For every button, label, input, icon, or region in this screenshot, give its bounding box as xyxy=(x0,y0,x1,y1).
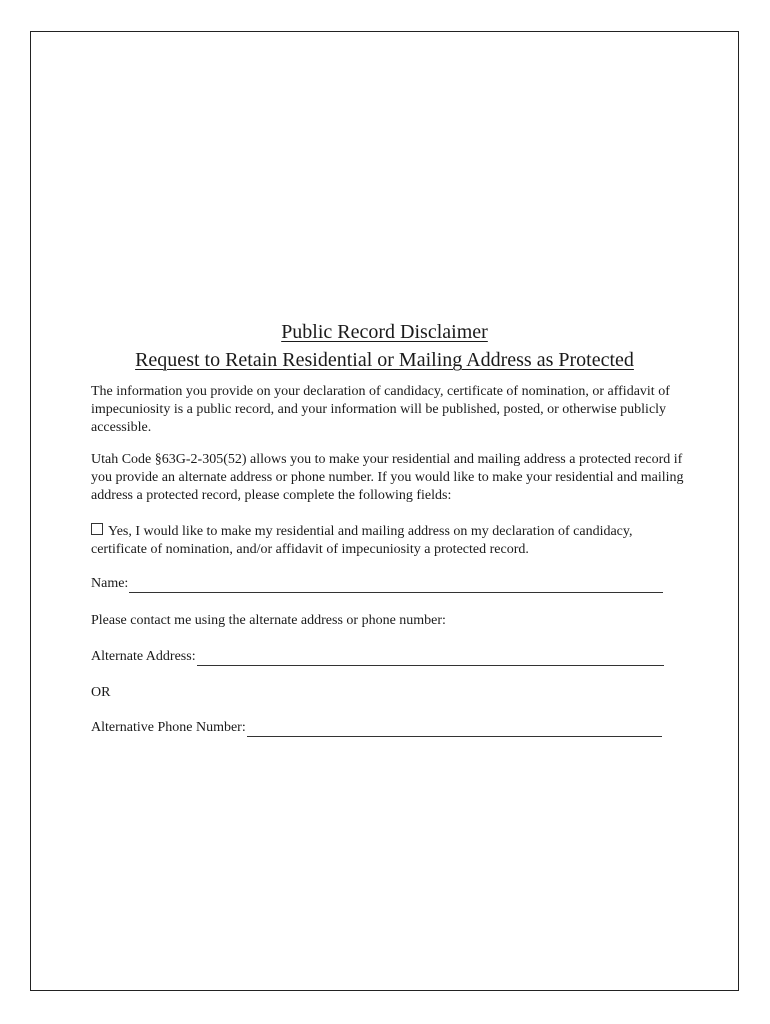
alternative-phone-field[interactable] xyxy=(247,723,662,737)
utah-code-paragraph: Utah Code §63G-2-305(52) allows you to make your residential and mailing address a protected record if you provide an alternate address or phone number. If you would like to make your residential and mailing address a protected record, please complete the following fields: xyxy=(91,452,684,503)
alternate-address-field-row xyxy=(91,648,691,666)
name-field[interactable] xyxy=(129,579,663,593)
name-label: Name: xyxy=(91,576,129,591)
protect-address-option xyxy=(91,523,691,559)
protect-address-checkbox[interactable] xyxy=(91,523,103,535)
alternative-phone-field-row xyxy=(91,719,691,737)
alternative-phone-label: Alternative Phone Number: xyxy=(91,720,246,735)
alternate-address-field[interactable] xyxy=(197,652,664,666)
name-field-row xyxy=(91,575,691,593)
document-page xyxy=(30,31,739,991)
title-public-record-disclaimer: Public Record Disclaimer xyxy=(281,321,488,343)
title-request-to-retain-address: Request to Retain Residential or Mailing Address as Protected xyxy=(135,349,634,371)
or-separator: OR xyxy=(91,685,111,700)
document-title xyxy=(31,318,738,374)
public-record-notice-paragraph: The information you provide on your declaration of candidacy, certificate of nomination, or affidavit of impecuniosity is a public record, and your information will be published, posted, or otherwise publicly accessible. xyxy=(91,384,670,435)
protect-address-checkbox-label: Yes, I would like to make my residential and mailing address on my declaration of candidacy, certificate of nomination, and/or affidavit of impecuniosity a protected record. xyxy=(91,524,633,557)
contact-instruction: Please contact me using the alternate address or phone number: xyxy=(91,613,446,628)
alternate-address-label: Alternate Address: xyxy=(91,649,196,664)
